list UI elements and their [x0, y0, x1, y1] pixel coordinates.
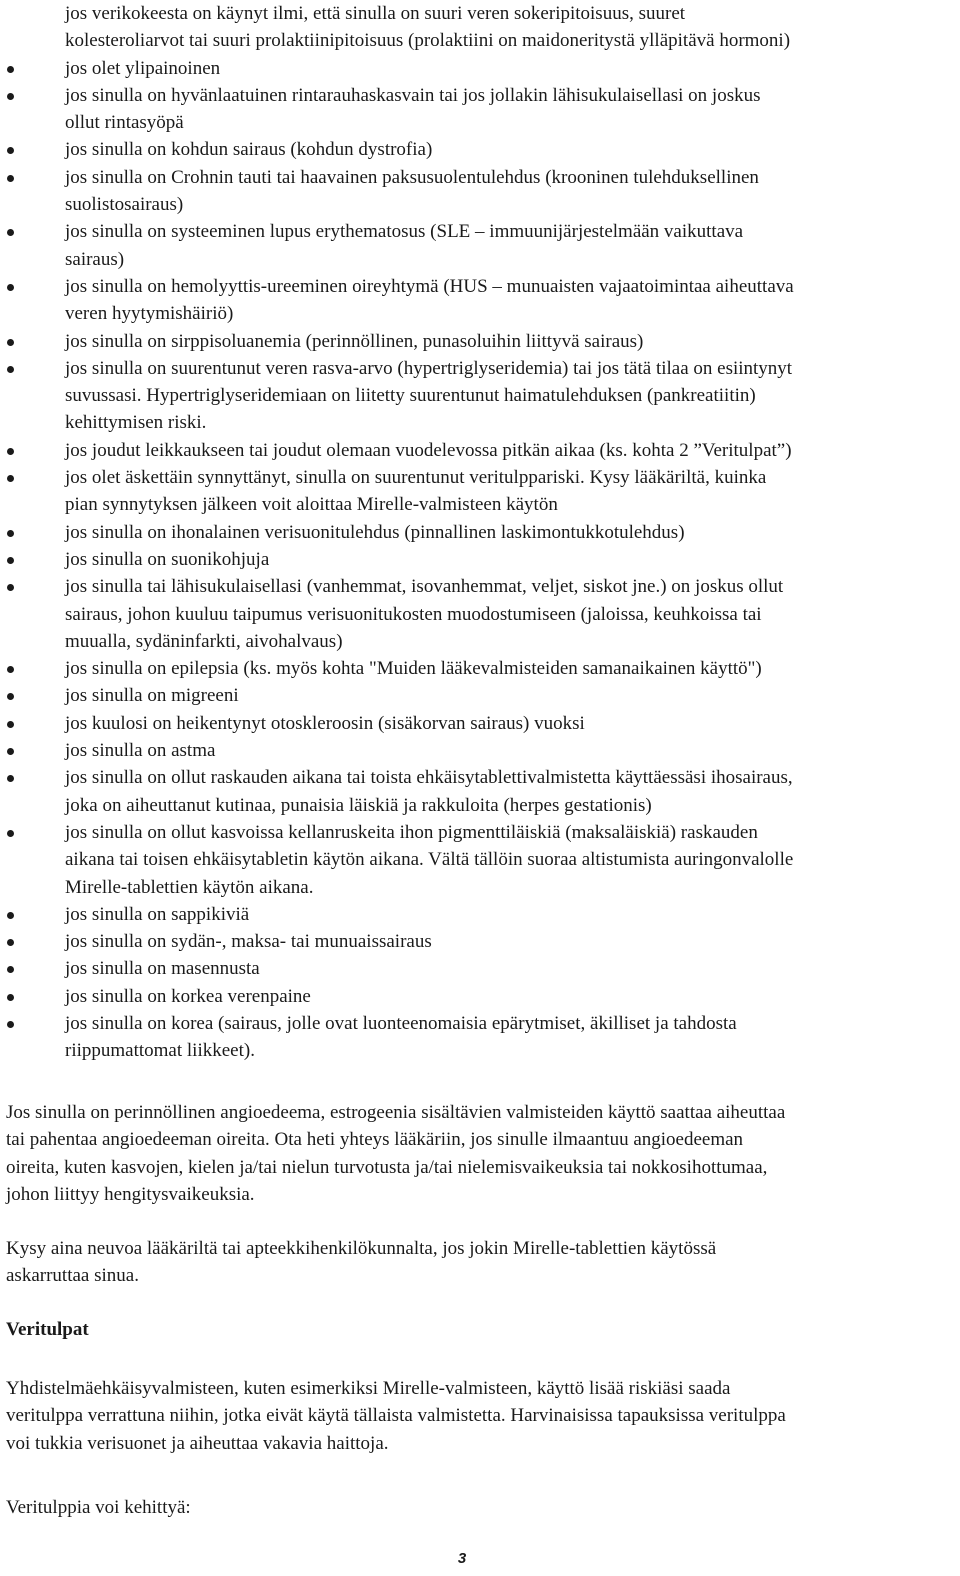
list-item-line: suvussasi. Hypertriglyseridemiaan on liitetty suurentunut haimatulehduksen (pankreatiitin)	[65, 385, 756, 407]
bullet-dot-icon	[7, 175, 14, 182]
list-item	[0, 164, 960, 219]
bullet-dot-icon	[7, 748, 14, 755]
list-item-line: jos sinulla on hemolyyttis-ureeminen oireyhtymä (HUS – munuaisten vajaatoimintaa aiheuttava	[65, 275, 794, 297]
bullet-dot-icon	[7, 584, 14, 591]
list-item-line: suolistosairaus)	[65, 194, 184, 216]
paragraph-line: tai pahentaa angioedeeman oireita. Ota heti yhteys lääkäriin, jos sinulle ilmaantuu angioedeeman	[6, 1129, 744, 1151]
list-item	[0, 519, 960, 546]
list-item-line: jos sinulla on korkea verenpaine	[65, 985, 311, 1007]
list-item	[0, 1010, 960, 1065]
list-item-line: jos sinulla on masennusta	[65, 958, 260, 980]
bullet-dot-icon	[7, 66, 14, 73]
bullet-dot-icon	[7, 284, 14, 291]
bullet-dot-icon	[7, 939, 14, 946]
list-item	[0, 355, 960, 437]
bullet-dot-icon	[7, 448, 14, 455]
list-item	[0, 710, 960, 737]
bullet-dot-icon	[7, 229, 14, 236]
list-item	[0, 55, 960, 82]
bullet-dot-icon	[7, 339, 14, 346]
list-item	[0, 819, 960, 901]
list-item-line: aikana tai toisen ehkäisytabletin käytön aikana. Vältä tällöin suoraa altistumista auringonvalolle	[65, 849, 794, 871]
bullet-dot-icon	[7, 475, 14, 482]
list-item-line: sairaus)	[65, 248, 125, 270]
bullet-dot-icon	[7, 147, 14, 154]
list-item-line: jos sinulla on migreeni	[65, 685, 239, 707]
list-item-line: jos sinulla on Crohnin tauti tai haavainen paksusuolentulehdus (krooninen tulehduksellinen	[65, 166, 759, 188]
list-item-line: pian synnytyksen jälkeen voit aloittaa Mirelle-valmisteen käytön	[65, 494, 558, 516]
bullet-dot-icon	[7, 530, 14, 537]
list-item-line: jos sinulla on ihonalainen verisuonitulehdus (pinnallinen laskimontukkotulehdus)	[65, 521, 685, 543]
list-item-line: kehittymisen riski.	[65, 412, 207, 434]
section-heading-veritulpat: Veritulpat	[6, 1319, 89, 1340]
list-item-line: jos sinulla on suonikohjuja	[65, 548, 270, 570]
paragraph-line: Veritulppia voi kehittyä:	[6, 1497, 191, 1518]
list-item-line: jos kuulosi on heikentynyt otoskleroosin (sisäkorvan sairaus) vuoksi	[65, 712, 585, 734]
list-item-line: muualla, sydäninfarkti, aivohalvaus)	[65, 630, 343, 652]
bullet-dot-icon	[7, 721, 14, 728]
kysy-paragraph	[6, 1235, 956, 1290]
list-item	[0, 655, 960, 682]
list-item	[0, 901, 960, 928]
bullet-dot-icon	[7, 366, 14, 373]
list-item	[0, 82, 960, 137]
list-item-line: kolesteroliarvot tai suuri prolaktiinipitoisuus (prolaktiini on maidoneritystä ylläpitävä hormoni)	[65, 30, 791, 52]
list-item-line: jos sinulla on hyvänlaatuinen rintarauhaskasvain tai jos jollakin lähisukulaisellasi on joskus	[65, 84, 761, 106]
list-item	[0, 928, 960, 955]
list-item-line: jos sinulla on suurentunut veren rasva-arvo (hypertriglyseridemia) tai jos tätä tilaa on esiintynyt	[65, 357, 793, 379]
list-item	[0, 136, 960, 163]
veritulppia-paragraph	[6, 1494, 956, 1521]
bullet-dot-icon	[7, 666, 14, 673]
list-item-line: jos sinulla on kohdun sairaus (kohdun dystrofia)	[65, 139, 433, 161]
list-item-line: jos sinulla on systeeminen lupus erythematosus (SLE – immuunijärjestelmään vaikuttava	[65, 221, 744, 243]
list-item-line: jos verikokeesta on käynyt ilmi, että sinulla on suuri veren sokeripitoisuus, suuret	[65, 3, 686, 24]
list-item-line: jos sinulla tai lähisukulaisellasi (vanhemmat, isovanhemmat, veljet, siskot jne.) on joskus ollut	[65, 576, 784, 598]
list-item-line: jos sinulla on epilepsia (ks. myös kohta "Muiden lääkevalmisteiden samanaikainen käyttö")	[65, 658, 762, 680]
list-item	[0, 682, 960, 709]
list-item	[0, 328, 960, 355]
list-item	[0, 764, 960, 819]
list-item	[0, 737, 960, 764]
list-item	[0, 983, 960, 1010]
paragraph-line: Jos sinulla on perinnöllinen angioedeema, estrogeenia sisältävien valmisteiden käyttö saattaa aiheuttaa	[6, 1102, 786, 1123]
bullet-dot-icon	[7, 693, 14, 700]
paragraph-line: Kysy aina neuvoa lääkäriltä tai apteekkihenkilökunnalta, jos jokin Mirelle-tablettien käytössä	[6, 1238, 717, 1259]
list-item	[0, 546, 960, 573]
bullet-dot-icon	[7, 966, 14, 973]
list-item-line: jos sinulla on sydän-, maksa- tai munuaissairaus	[65, 931, 432, 953]
list-item-line: ollut rintasyöpä	[65, 112, 184, 134]
list-item	[0, 0, 960, 55]
list-item-line: joka on aiheuttanut kutinaa, punaisia läiskiä ja rakkuloita (herpes gestationis)	[65, 794, 652, 816]
list-item	[0, 218, 960, 273]
list-item-line: jos sinulla on sappikiviä	[65, 903, 250, 925]
list-item-line: jos olet ylipainoinen	[65, 57, 221, 79]
list-item-line: riippumattomat liikkeet).	[65, 1040, 255, 1062]
list-item-line: jos sinulla on astma	[65, 740, 216, 762]
bullet-dot-icon	[7, 557, 14, 564]
list-item-line: sairaus, johon kuuluu taipumus verisuonitukosten muodostumiseen (jaloissa, keuhkoissa tai	[65, 603, 762, 625]
bullet-dot-icon	[7, 994, 14, 1001]
bullet-dot-icon	[7, 912, 14, 919]
paragraph-line: johon liittyy hengitysvaikeuksia.	[6, 1183, 255, 1205]
bullet-dot-icon	[7, 1021, 14, 1028]
page-number: 3	[457, 1550, 467, 1567]
paragraph-line: voi tukkia verisuonet ja aiheuttaa vakavia haittoja.	[6, 1432, 389, 1454]
angioedeema-paragraph	[6, 1099, 956, 1208]
list-item	[0, 573, 960, 655]
list-item-line: jos sinulla on korea (sairaus, jolle ovat luonteenomaisia epärytmiset, äkilliset ja tahdosta	[65, 1012, 737, 1034]
bullet-dot-icon	[7, 775, 14, 782]
list-item-line: veren hyytymishäiriö)	[65, 303, 234, 325]
paragraph-line: Yhdistelmäehkäisyvalmisteen, kuten esimerkiksi Mirelle-valmisteen, käyttö lisää riskiäsi saada	[6, 1378, 731, 1399]
yhdistelma-paragraph	[6, 1375, 956, 1457]
bullet-dot-icon	[7, 93, 14, 100]
list-item	[0, 955, 960, 982]
list-item-line: jos olet äskettäin synnyttänyt, sinulla on suurentunut veritulppariski. Kysy lääkäriltä, kuinka	[65, 467, 767, 489]
list-item	[0, 464, 960, 519]
list-item-line: jos sinulla on sirppisoluanemia (perinnöllinen, punasoluihin liittyvä sairaus)	[65, 330, 644, 352]
bullet-dot-icon	[7, 830, 14, 837]
paragraph-line: oireita, kuten kasvojen, kielen ja/tai nielun turvotusta ja/tai nielemisvaikeuksia tai nokkosihottumaa,	[6, 1156, 768, 1178]
list-item-line: jos sinulla on ollut kasvoissa kellanruskeita ihon pigmenttiläiskiä (maksaläiskiä) raskauden	[65, 821, 758, 843]
paragraph-line: veritulppa verrattuna niihin, jotka eivät käytä tällaista valmistetta. Harvinaisissa tapauksissa veritulppa	[6, 1405, 786, 1427]
list-item	[0, 273, 960, 328]
list-item-line: jos joudut leikkaukseen tai joudut olemaan vuodelevossa pitkän aikaa (ks. kohta 2 ”Veritulpat”)	[65, 439, 792, 461]
list-item	[0, 437, 960, 464]
paragraph-line: askarruttaa sinua.	[6, 1265, 139, 1287]
list-item-line: Mirelle-tablettien käytön aikana.	[65, 876, 314, 898]
list-item-line: jos sinulla on ollut raskauden aikana tai toista ehkäisytablettivalmistetta käyttäessäsi ihosairaus,	[65, 767, 793, 789]
